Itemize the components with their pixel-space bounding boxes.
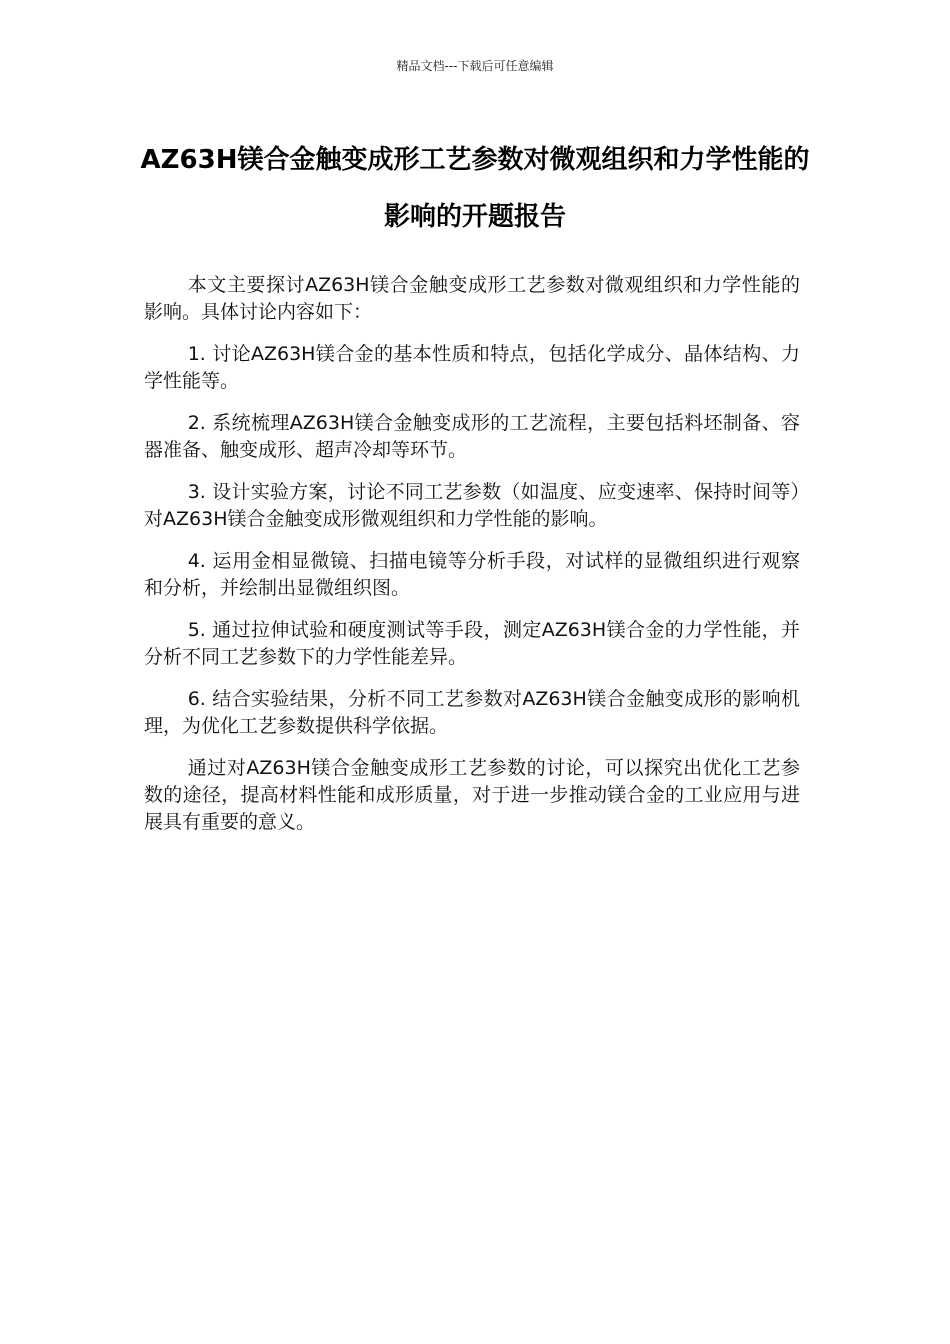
document-title: AZ63H镁合金触变成形工艺参数对微观组织和力学性能的影响的开题报告 xyxy=(140,145,810,232)
paragraph-item-5: 5. 通过拉伸试验和硬度测试等手段，测定AZ63H镁合金的力学性能，并分析不同工艺参数下的力学性能差异。 xyxy=(144,619,800,668)
paragraph-item-1: 1. 讨论AZ63H镁合金的基本性质和特点，包括化学成分、晶体结构、力学性能等。 xyxy=(144,343,800,392)
document-body xyxy=(144,272,800,851)
paragraph-item-2: 2. 系统梳理AZ63H镁合金触变成形的工艺流程，主要包括料坯制备、容器准备、触变成形、超声冷却等环节。 xyxy=(144,412,800,461)
paragraph-item-4: 4. 运用金相显微镜、扫描电镜等分析手段，对试样的显微组织进行观察和分析，并绘制出显微组织图。 xyxy=(144,550,800,599)
header-note: 精品文档---下载后可任意编辑 xyxy=(396,59,554,73)
paragraph-conclusion: 通过对AZ63H镁合金触变成形工艺参数的讨论，可以探究出优化工艺参数的途径，提高材料性能和成形质量，对于进一步推动镁合金的工业应用与进展具有重要的意义。 xyxy=(144,757,800,833)
paragraph-item-6: 6. 结合实验结果，分析不同工艺参数对AZ63H镁合金触变成形的影响机理，为优化工艺参数提供科学依据。 xyxy=(144,688,800,737)
paragraph-item-3: 3. 设计实验方案，讨论不同工艺参数（如温度、应变速率、保持时间等）对AZ63H镁合金触变成形微观组织和力学性能的影响。 xyxy=(144,481,800,530)
paragraph-intro: 本文主要探讨AZ63H镁合金触变成形工艺参数对微观组织和力学性能的影响。具体讨论内容如下： xyxy=(144,274,800,323)
